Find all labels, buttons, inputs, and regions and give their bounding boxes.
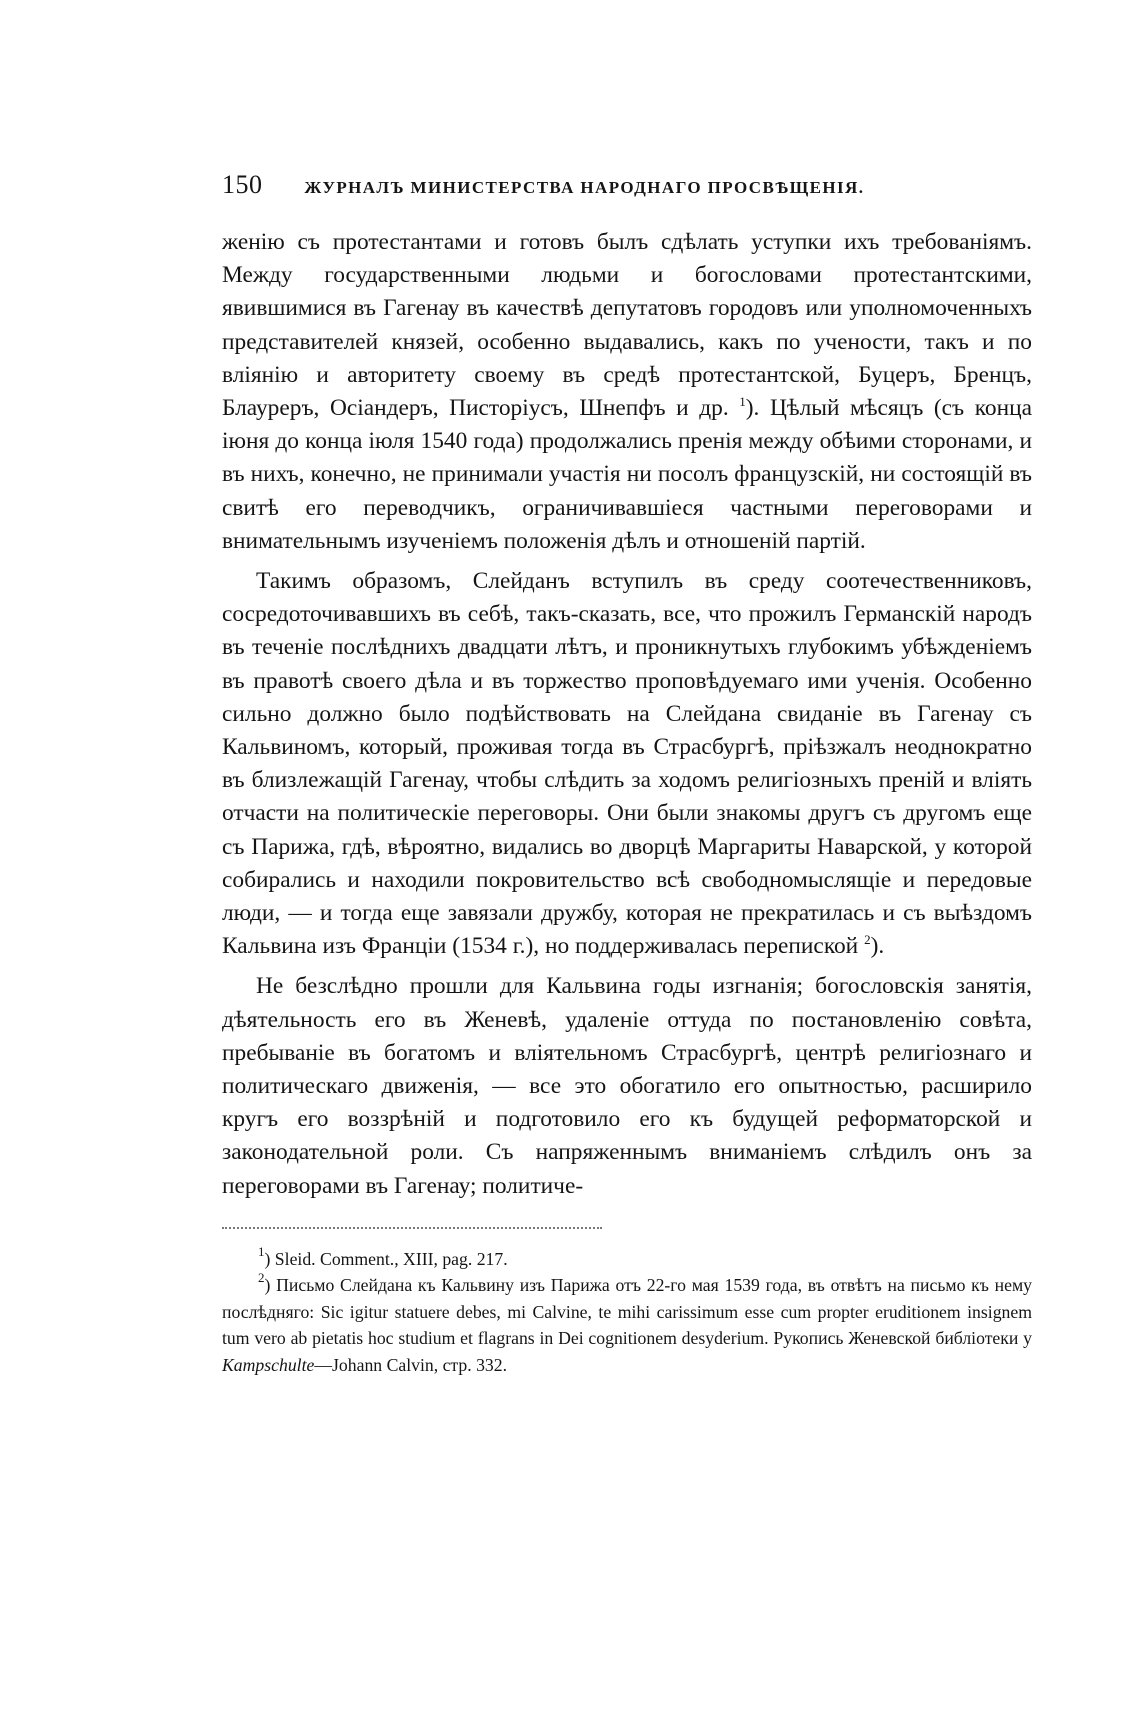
paragraph-1-text-a: женію съ протестантами и готовъ былъ сдѣлать уступки ихъ требованіямъ. Между государственными людьми и богословами протестантскими, явившимися въ Гагенау въ качествѣ депутатовъ городовъ или уполномоченныхъ представителей князей, особенно выдавались, какъ по учености, такъ и по вліянію и авторитету своему въ средѣ протестантской, Буцеръ, Бренцъ, Блауреръ, Осіандеръ, Писторіусъ, Шнепфъ и др.: [222, 229, 1032, 422]
paragraph-2: [222, 565, 1032, 963]
book-page: [222, 170, 1032, 1378]
footnote-2-author: Kampschulte: [222, 1354, 315, 1375]
paragraph-1: [222, 226, 1032, 558]
footnote-1-marker: 1: [258, 1243, 265, 1259]
footnotes: [222, 1243, 1032, 1379]
footnote-1-text: ) Sleid. Comment., XIII, pag. 217.: [264, 1248, 508, 1269]
paragraph-1-text-b: ). Цѣлый мѣсяцъ (съ конца іюня до конца іюля 1540 года) продолжались пренія между обѣими сторонами, и въ нихъ, конечно, не принимали участія ни посолъ французскій, ни состоящій въ свитѣ его переводчикъ, ограничивавшіеся частными переговорами и внимательнымъ изученіемъ положенія дѣлъ и отношеній партій.: [222, 395, 1032, 554]
paragraph-2-text-a: Такимъ образомъ, Слейданъ вступилъ въ среду соотечественниковъ, сосредоточивавшихъ въ себѣ, такъ-сказать, все, что прожилъ Германскій народъ въ теченіе послѣднихъ двадцати лѣтъ, и проникнутыхъ глубокимъ убѣжденіемъ въ правотѣ своего дѣла и въ торжество проповѣдуемаго ими ученія. Особенно сильно должно было подѣйствовать на Слейдана свиданіе въ Гагенау съ Кальвиномъ, который, проживая тогда въ Страсбургѣ, пріѣзжалъ неоднократно въ близлежащій Гагенау, чтобы слѣдить за ходомъ религіозныхъ преній и вліять отчасти на политическіе переговоры. Они были знакомы другъ съ другомъ еще съ Парижа, гдѣ, вѣроятно, видались во дворцѣ Маргариты Наварской, у которой собирались и находили покровительство всѣ свободномыслящіе и передовые люди, — и тогда еще завязали дружбу, которая не прекратилась и съ выѣздомъ Кальвина изъ Франціи (1534 г.), но поддерживалась перепиской: [222, 568, 1032, 960]
footnote-2-text-a: ) Письмо Слейдана къ Кальвину изъ Парижа отъ 22-го мая 1539 года, въ отвѣтъ на письмо къ нему послѣдняго: Sic igitur statuere debes, mi Calvine, te mihi carissimum esse cum propter eruditionem insignem tum vero ab pietatis hoc studium et flagrans in Dei cognitionem desyderium. Рукопись Женевской библіотеки у: [222, 1275, 1032, 1349]
footnote-2-marker: 2: [258, 1270, 265, 1286]
footnote-1: [222, 1243, 1032, 1273]
footnote-2: [222, 1272, 1032, 1378]
paragraph-2-text-b: ).: [870, 933, 885, 960]
paragraph-3: Не безслѣдно прошли для Кальвина годы изгнанія; богословскія занятія, дѣятельность его въ Женевѣ, удаленіе оттуда по постановленію совѣта, пребываніе въ богатомъ и вліятельномъ Страсбургѣ, центрѣ религіознаго и политическаго движенія, — все это обогатило его опытностью, расширило кругъ его воззрѣній и подготовило его къ будущей реформаторской и законодательной роли. Съ напряженнымъ вниманіемъ слѣдилъ онъ за переговорами въ Гагенау; политиче-: [222, 973, 1032, 1199]
journal-title: ЖУРНАЛЪ МИНИСТЕРСТВА НАРОДНАГО ПРОСВѢЩЕНІЯ.: [304, 178, 865, 197]
footnote-ref-1: 1: [739, 394, 746, 410]
footnote-2-text-b: —Johann Calvin, стр. 332.: [314, 1354, 508, 1375]
main-text: [222, 226, 1032, 1203]
page-number: 150: [222, 170, 263, 199]
footnote-ref-2: 2: [864, 932, 871, 948]
running-head: [222, 170, 1032, 218]
footnote-separator: [222, 1227, 602, 1229]
